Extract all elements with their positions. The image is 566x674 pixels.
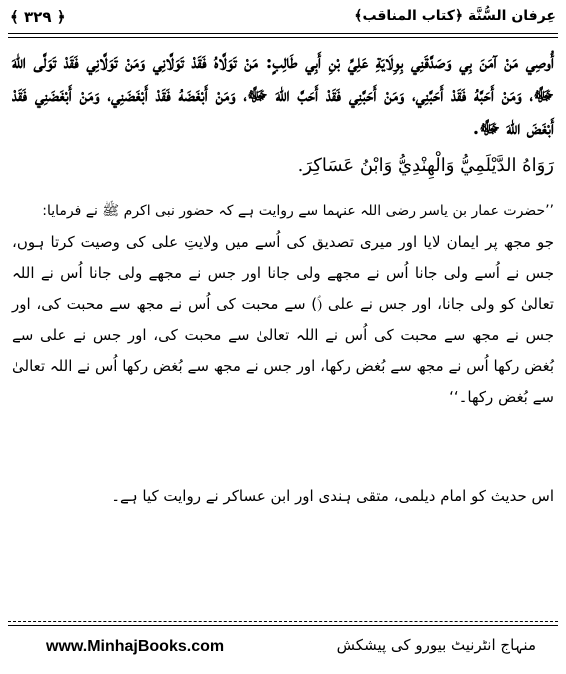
header-divider-thin xyxy=(8,37,558,38)
publisher-credit: منہاج انٹرنیٹ بیورو کی پیشکش xyxy=(336,636,536,654)
footer-divider-thin xyxy=(8,625,558,626)
urdu-reference: اس حدیث کو امام دیلمی، متقی ہندی اور ابن عساکر نے روایت کیا ہے۔ xyxy=(111,487,554,505)
website-link[interactable]: www.MinhajBooks.com xyxy=(46,638,225,655)
urdu-translation-body: جو مجھ پر ایمان لایا اور میری تصدیق کی اُسے میں ولایتِ علی کی وصیت کرتا ہوں، جس نے اُسے ولی جانا اُس نے مجھے ولی جانا اور جس نے مجھے ولی جانا اُس نے اللہ تعالیٰ کو ولی جانا، اور جس نے علی (ؑ) سے محبت کی اُس نے مجھ سے محبت کی، اور جس نے مجھ سے محبت کی اُس نے اللہ تعالیٰ سے محبت کی، اور جس نے علی سے بُغض رکھا اُس نے مجھ سے بُغض رکھا، اور جس نے مجھ سے بُغض رکھا اُس نے اللہ تعالیٰ سے بُغض رکھا۔‘‘ xyxy=(12,233,554,406)
arabic-hadith-text: أُوصِي مَنْ آمَنَ بِي وَصَدَّقَنِي بِوِلَايَةِ عَلِيِّ بْنِ أَبِي طَالِبٍ: مَنْ تَوَلَّاهُ فَقَدْ تَوَلَّانِي وَمَنْ تَوَلَّانِي فَقَدْ تَوَلَّى اللهَ ﷻ، وَمَنْ أَحَبَّهُ فَقَدْ أَحَبَّنِي، وَمَنْ أَحَبَّنِي فَقَدْ أَحَبَّ اللهَ ﷻ، وَمَنْ أَبْغَضَهُ فَقَدْ أَبْغَضَنِي، وَمَنْ أَبْغَضَنِي فَقَدْ أَبْغَضَ اللهَ ﷻ. xyxy=(12,52,554,139)
urdu-translation xyxy=(12,196,554,413)
page-header xyxy=(10,6,556,32)
header-divider xyxy=(8,33,558,34)
arabic-hadith-reference: رَوَاهُ الدَّيْلَمِيُّ وَالْهِنْدِيُّ وَابْنُ عَسَاكِرَ. xyxy=(297,155,554,176)
running-title: عِرفان السُّنَّة ﴿کتاب المناقب﴾ xyxy=(354,8,556,24)
footer-divider xyxy=(8,621,558,622)
urdu-translation-intro: ’’حضرت عمار بن یاسر رضی اللہ عنہما سے روایت ہے کہ حضور نبی اکرم ﷺ نے فرمایا: xyxy=(42,203,554,219)
page-number: ﴾ ۳۲۹ ﴿ xyxy=(10,8,66,26)
